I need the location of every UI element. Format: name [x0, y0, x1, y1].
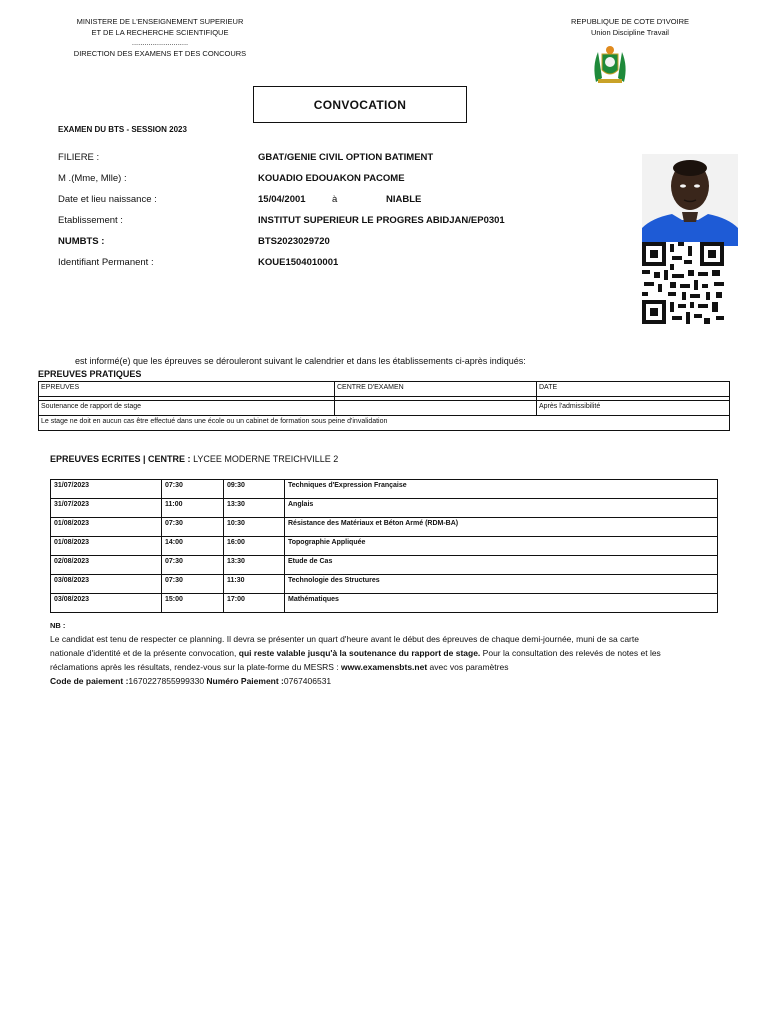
numbts-label: NUMBTS :	[58, 236, 105, 247]
candidate-portrait-icon	[642, 154, 738, 246]
exam-row	[51, 594, 718, 613]
exam-start: 07:30	[162, 480, 224, 499]
num-label: Numéro Paiement :	[206, 676, 284, 686]
exam-date: 31/07/2023	[51, 499, 162, 518]
col-date: DATE	[537, 382, 730, 397]
exam-subject: Techniques d'Expression Française	[285, 480, 718, 499]
etablissement-label: Etablissement :	[58, 215, 123, 226]
ministry-line-2: ET DE LA RECHERCHE SCIENTIFIQUE	[91, 27, 229, 37]
exam-subject: Mathématiques	[285, 594, 718, 613]
nb-text-1: Le candidat est tenu de respecter ce planning. Il devra se présenter un quart d'heure avant le début des épreuves de chaque demi-journée, muni de sa carte nationale d'identité et de la présente convocation,	[50, 634, 639, 658]
ministry-line-1: MINISTERE DE L'ENSEIGNEMENT SUPERIEUR	[76, 17, 244, 26]
ministry-line-3: DIRECTION DES EXAMENS ET DES CONCOURS	[73, 48, 247, 58]
ministry-dots: ...........................	[131, 38, 189, 47]
exam-end: 13:30	[224, 556, 285, 575]
exam-start: 07:30	[162, 556, 224, 575]
nb-text-2: Pour la consultation des relevés de notes et les réclamations après les résultats, rendez-vous sur la plate-forme du MESRS :	[50, 648, 661, 672]
birth-at: à	[332, 194, 338, 205]
exam-subject: Topographie Appliquée	[285, 537, 718, 556]
col-epreuves: EPREUVES	[39, 382, 335, 397]
ecrites-title-bold: EPREUVES ECRITES | CENTRE :	[50, 454, 191, 464]
pratiques-row	[39, 401, 730, 416]
exam-row	[51, 480, 718, 499]
exam-date: 03/08/2023	[51, 575, 162, 594]
pratiques-centre	[335, 401, 537, 416]
num-value: 0767406531	[283, 676, 332, 686]
header-republic	[530, 17, 730, 38]
exam-end: 17:00	[224, 594, 285, 613]
birth-label: Date et lieu naissance :	[58, 194, 157, 205]
name-value: KOUADIO EDOUAKON PACOME	[258, 173, 405, 184]
filiere-label: FILIERE :	[58, 152, 100, 163]
republic-name: REPUBLIQUE DE COTE D'IVOIRE	[570, 17, 690, 26]
etablissement-value: INSTITUT SUPERIEUR LE PROGRES ABIDJAN/EP0301	[258, 215, 505, 226]
name-label: M .(Mme, Mlle) :	[58, 173, 127, 184]
exam-date: 01/08/2023	[51, 518, 162, 537]
exam-start: 15:00	[162, 594, 224, 613]
exam-row	[51, 537, 718, 556]
exam-start: 14:00	[162, 537, 224, 556]
ecrites-centre: LYCEE MODERNE TREICHVILLE 2	[193, 454, 339, 464]
qr-code-icon	[642, 242, 724, 324]
identifiant-label: Identifiant Permanent :	[58, 257, 154, 268]
exam-subject: Résistance des Matériaux et Béton Armé (RDM-BA)	[285, 518, 718, 537]
ecrites-table	[50, 479, 718, 613]
pratiques-date: Après l'admissibilité	[537, 401, 730, 416]
code-value: 1670227855999330	[128, 676, 205, 686]
exam-end: 13:30	[224, 499, 285, 518]
republic-motto: Union Discipline Travail	[591, 27, 669, 37]
exam-row	[51, 518, 718, 537]
exam-start: 11:00	[162, 499, 224, 518]
header-ministry	[60, 17, 260, 59]
pratiques-table	[38, 381, 730, 431]
exam-date: 03/08/2023	[51, 594, 162, 613]
identifiant-value: KOUE1504010001	[258, 257, 339, 268]
exam-session: EXAMEN DU BTS - SESSION 2023	[58, 125, 187, 134]
nb-label: NB :	[50, 621, 66, 630]
exam-end: 10:30	[224, 518, 285, 537]
nb-section	[50, 620, 670, 688]
document-title: CONVOCATION	[253, 86, 467, 123]
exam-end: 09:30	[224, 480, 285, 499]
filiere-value: GBAT/GENIE CIVIL OPTION BATIMENT	[258, 152, 434, 163]
candidate-photo	[642, 154, 738, 246]
birth-place: NIABLE	[386, 194, 422, 205]
exam-date: 01/08/2023	[51, 537, 162, 556]
nb-site-link[interactable]: www.examensbts.net	[341, 662, 428, 672]
pratiques-epreuve: Soutenance de rapport de stage	[39, 401, 335, 416]
nb-bold-1: qui reste valable jusqu'à la soutenance du rapport de stage.	[238, 648, 481, 658]
pratiques-title: EPREUVES PRATIQUES	[38, 369, 142, 379]
exam-date: 02/08/2023	[51, 556, 162, 575]
coat-of-arms-icon	[590, 44, 630, 86]
exam-subject: Anglais	[285, 499, 718, 518]
exam-row	[51, 499, 718, 518]
exam-row	[51, 556, 718, 575]
exam-date: 31/07/2023	[51, 480, 162, 499]
exam-end: 11:30	[224, 575, 285, 594]
pratiques-header-row	[39, 382, 730, 397]
code-label: Code de paiement :	[50, 676, 129, 686]
numbts-value: BTS2023029720	[258, 236, 330, 247]
pratiques-note: Le stage ne doit en aucun cas être effectué dans une école ou un cabinet de formation sous peine d'invalidation	[39, 416, 730, 431]
intro-text: est informé(e) que les épreuves se dérouleront suivant le calendrier et dans les établissements ci-après indiqués:	[75, 356, 526, 366]
exam-start: 07:30	[162, 518, 224, 537]
exam-subject: Etude de Cas	[285, 556, 718, 575]
exam-start: 07:30	[162, 575, 224, 594]
birth-date: 15/04/2001	[258, 194, 306, 205]
pratiques-note-row	[39, 416, 730, 431]
exam-row	[51, 575, 718, 594]
nb-text-3: avec vos paramètres	[429, 662, 509, 672]
col-centre: CENTRE D'EXAMEN	[335, 382, 537, 397]
ecrites-title	[50, 454, 338, 464]
exam-end: 16:00	[224, 537, 285, 556]
exam-subject: Technologie des Structures	[285, 575, 718, 594]
